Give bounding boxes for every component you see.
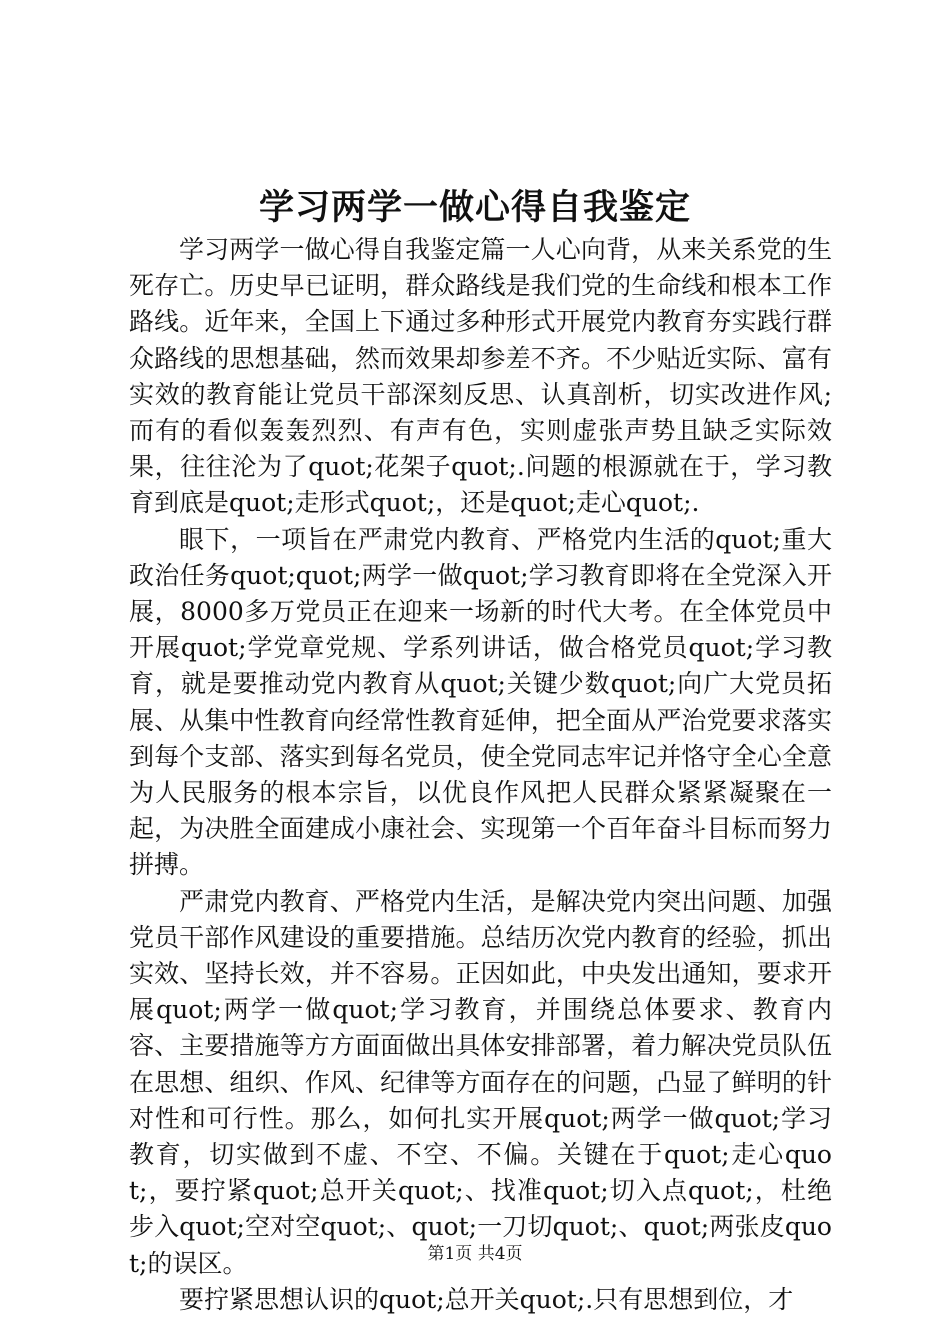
paragraph: 眼下，一项旨在严肃党内教育、严格党内生活的quot;重大政治任务quot;quot;两学一做quot;学习教育即将在全党深入开展，8000多万党员正在迎来一场新的时代大考。在全体党员中开展quot;学党章党规、学系列讲话，做合格党员quot;学习教育，就是要推动党内教育从quot;关键少数quot;向广大党员拓展、从集中性教育向经常性教育延伸，把全面从严治党要求落实到每个支部、落实到每名党员，使全党同志牢记并恪守全心全意为人民服务的根本宗旨，以优良作风把人民群众紧紧凝聚在一起，为决胜全面建成小康社会、实现第一个百年奋斗目标而努力拼搏。 [129, 524, 832, 880]
page-indicator: 第1页 共4页 [427, 1244, 523, 1264]
page-footer [0, 1242, 950, 1266]
document-body [129, 232, 832, 1318]
paragraph: 要拧紧思想认识的quot;总开关quot;.只有思想到位，才 [179, 1284, 794, 1314]
paragraph: 学习两学一做心得自我鉴定篇一人心向背，从来关系党的生死存亡。历史早已证明，群众路线是我们党的生命线和根本工作路线。近年来，全国上下通过多种形式开展党内教育夯实践行群众路线的思想基础，然而效果却参差不齐。不少贴近实际、富有实效的教育能让党员干部深刻反思、认真剖析，切实改进作风;而有的看似轰轰烈烈、有声有色，实则虚张声势且缺乏实际效果，往往沦为了quot;花架子quot;.问题的根源就在于，学习教育到底是quot;走形式quot;，还是quot;走心quot;. [129, 235, 832, 518]
paragraph: 严肃党内教育、严格党内生活，是解决党内突出问题、加强党员干部作风建设的重要措施。总结历次党内教育的经验，抓出实效、坚持长效，并不容易。正因如此，中央发出通知，要求开展quot;两学一做quot;学习教育，并围绕总体要求、教育内容、主要措施等方方面面做出具体安排部署，着力解决党员队伍在思想、组织、作风、纪律等方面存在的问题，凸显了鲜明的针对性和可行性。那么，如何扎实开展quot;两学一做quot;学习教育，切实做到不虚、不空、不偏。关键在于quot;走心quot;，要拧紧quot;总开关quot;、找准quot;切入点quot;，杜绝步入quot;空对空quot;、quot;一刀切quot;、quot;两张皮quot;的误区。 [129, 886, 832, 1278]
document-title: 学习两学一做心得自我鉴定 [258, 187, 691, 228]
